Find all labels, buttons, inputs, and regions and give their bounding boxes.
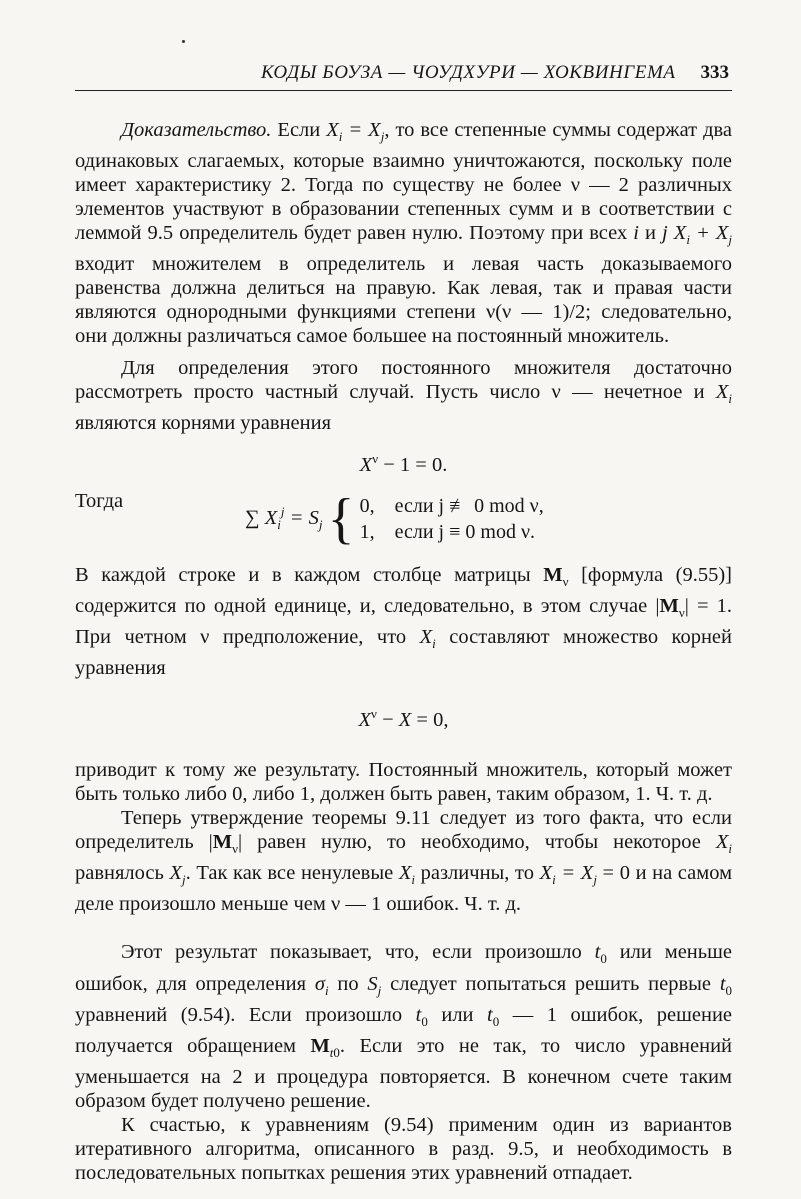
then-word: Тогда (75, 490, 124, 513)
paragraph-special-case: Для определения этого постоянного множителя достаточно рассмотреть просто частный случай. Пусть число ν — нечетное и $X_i$ являются корнями уравнения (75, 357, 732, 435)
page-number: 333 (700, 62, 729, 83)
paragraph-proof: Доказательство. Если $X_i = X_j$, то все степенные суммы содержат два одинаковых слагаемых, которые взаимно уничтожаются, поскольку поле имеет характеристику 2. Тогда по существу не более ν — 2 различных элементов участвуют в образовании степенных сумм и в соответствии с леммой 9.5 определитель будет равен нулю. Поэтому при всех i и j $X_i + X_j$ входит множителем в определитель и левая часть доказываемого равенства должна делиться на правую. Как левая, так и правая части являются однородными функциями степени ν(ν — 1)/2; следовательно, они должны различаться самое большее на постоянный множитель. (75, 119, 733, 348)
math-inline: i (633, 222, 639, 245)
print-speck (182, 40, 185, 43)
math-inline: $X_i = X_j$ (326, 119, 385, 145)
paragraph-matrix: В каждой строке и в каждом столбце матрицы $M_\nu$ [формула (9.55)] содержится по одной единице, и, следовательно, в этом случае $|M_\nu| = 1$. При четном ν предположение, что $X_i$ составляют множество корней уравнения (75, 564, 733, 680)
proof-label: Доказательство. (121, 119, 272, 141)
formula-even-case: $X^\nu - X = 0$, (358, 706, 449, 732)
page-header (75, 62, 732, 91)
formula-roots-of-unity: $X^\nu - 1 = 0$. (359, 451, 448, 477)
paragraph-theorem: Теперь утверждение теоремы 9.11 следует из того факта, что если определитель $|M_\nu|$ равен нулю, то необходимо, чтобы некоторое $X_i$ равнялось $X_j$. Так как все ненулевые $X_i$ различны, то $X_i = X_j = 0$ и на самом деле произошло меньше чем ν — 1 ошибок. Ч. т. д. (75, 807, 733, 916)
paragraph-consequence: Этот результат показывает, что, если произошло $t_0$ или меньше ошибок, для определения $\sigma_i$ по $S_j$ следует попытаться решить первые $t_0$ уравнений (9.54). Если произошло $t_0$ или $t_0$ — 1 ошибок, решение получается обращением $M_{t0}$. Если это не так, то число уравнений уменьшается на 2 и процедура повторяется. В конечном счете таким образом будет получено решение. (75, 941, 733, 1112)
formula-power-sum: ∑ $X_i^j = S_j$ { 0, если j ≢ 0 mod ν, 1, если j ≡ 0 mod ν. (245, 488, 544, 551)
page-body (75, 118, 732, 1185)
running-title: КОДЫ БОУЗА — ЧОУДХУРИ — ХОКВИНГЕМА (261, 62, 676, 83)
math-inline: $X_i$ (715, 381, 732, 407)
math-inline: $X_i + X_j$ (673, 222, 733, 248)
math-inline: j (662, 222, 668, 245)
paragraph-fortunately: К счастью, к уравнениям (9.54) применим один из вариантов итеративного алгоритма, описанного в разд. 9.5, и необходимость в последовательных попытках решения этих уравнений отпадает. (75, 1113, 732, 1184)
paragraph-result: приводит к тому же результату. Постоянный множитель, который может быть только либо 0, либо 1, должен быть равен, таким образом, 1. Ч. т. д. (75, 759, 732, 806)
power-sum-block (75, 489, 732, 563)
